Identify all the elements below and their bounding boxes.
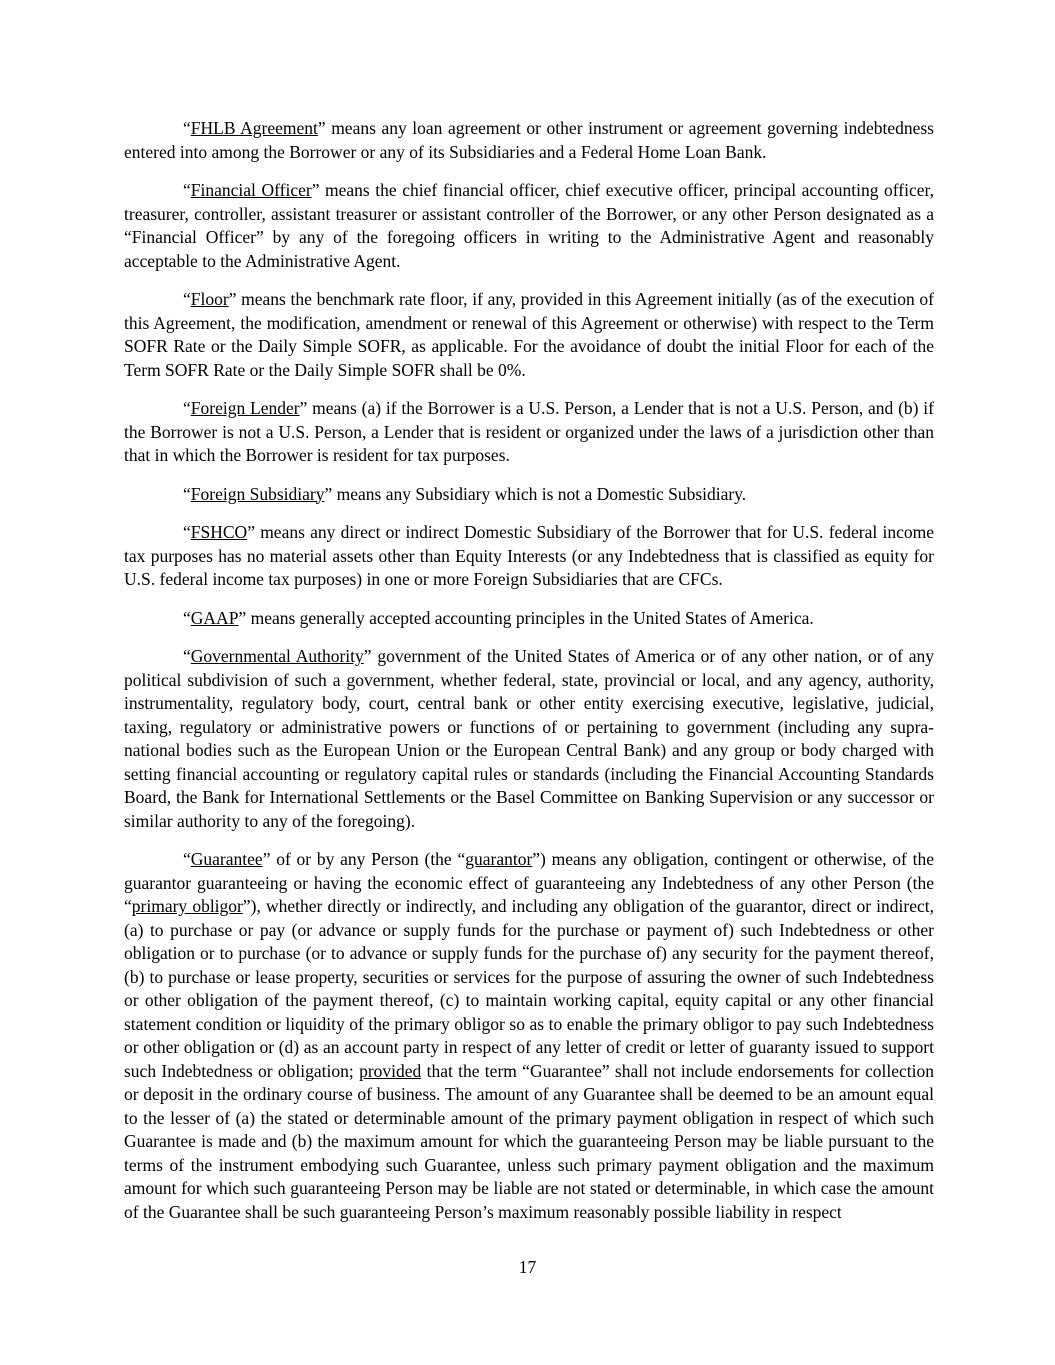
defined-term: Financial Officer bbox=[190, 180, 312, 200]
defined-term: primary obligor bbox=[131, 896, 243, 916]
paragraph: “Governmental Authority” government of the United States of America or of any other nation, or of any political subdivision of such a government, whether federal, state, provincial or local, and any agency, authority, instrumentality, regulatory body, court, central bank or other entity exercising executive, legislative, judicial, taxing, regulatory or administrative powers or functions of or pertaining to government (including any supra-national bodies such as the European Union or the European Central Bank) and any group or body charged with setting financial accounting or regulatory capital rules or standards (including the Financial Accounting Standards Board, the Bank for International Settlements or the Basel Committee on Banking Supervision or any successor or similar authority to any of the foregoing). bbox=[124, 646, 934, 831]
defined-term: Governmental Authority bbox=[190, 646, 364, 666]
paragraph: “Foreign Subsidiary” means any Subsidiary which is not a Domestic Subsidiary. bbox=[183, 483, 747, 504]
defined-term: Guarantee bbox=[190, 849, 263, 869]
paragraph: “Guarantee” of or by any Person (the “guarantor”) means any obligation, contingent or otherwise, of the guarantor guaranteeing or having the economic effect of guaranteeing any Indebtedness of any other Person (the “primary obligor”), whether directly or indirectly, and including any obligation of the guarantor, direct or indirect, (a) to purchase or pay (or advance or supply funds for the purchase or payment of) such Indebtedness or other obligation or to purchase (or to advance or supply funds for the purchase of) any security for the payment thereof, (b) to purchase or lease property, securities or services for the purpose of assuring the owner of such Indebtedness or other obligation of the payment thereof, (c) to maintain working capital, equity capital or any other financial statement condition or liquidity of the primary obligor so as to enable the primary obligor to pay such Indebtedness or other obligation or (d) as an account party in respect of any letter of credit or letter of guaranty issued to support such Indebtedness or obligation; provided that the term “Guarantee” shall not include endorsements for collection or deposit in the ordinary course of business. The amount of any Guarantee shall be deemed to be an amount equal to the lesser of (a) the stated or determinable amount of the primary payment obligation in respect of which such Guarantee is made and (b) the maximum amount for which the guaranteeing Person may be liable pursuant to the terms of the instrument embodying such Guarantee, unless such primary payment obligation and the maximum amount for which such guaranteeing Person may be liable are not stated or determinable, in which case the amount of the Guarantee shall be such guaranteeing Person’s maximum reasonably possible liability in respect bbox=[124, 849, 934, 1222]
defined-term: FHLB Agreement bbox=[190, 118, 318, 138]
paragraph: “FHLB Agreement” means any loan agreement or other instrument or agreement governing indebtedness entered into among the Borrower or any of its Subsidiaries and a Federal Home Loan Bank. bbox=[124, 118, 934, 162]
defined-term: Floor bbox=[190, 289, 229, 309]
defined-term: Foreign Subsidiary bbox=[190, 483, 325, 504]
paragraph: “Financial Officer” means the chief financial officer, chief executive officer, principal accounting officer, treasurer, controller, assistant treasurer or assistant controller of the Borrower, or any other Person designated as a “Financial Officer” by any of the foregoing officers in writing to the Administrative Agent and reasonably acceptable to the Administrative Agent. bbox=[124, 180, 935, 271]
paragraph: “GAAP” means generally accepted accounting principles in the United States of America. bbox=[183, 607, 814, 628]
defined-term: Foreign Lender bbox=[190, 398, 300, 418]
paragraph: “Foreign Lender” means (a) if the Borrower is a U.S. Person, a Lender that is not a U.S. Person, and (b) if the Borrower is not a U.S. Person, a Lender that is resident or organized under the laws of a jurisdiction other than that in which the Borrower is resident for tax purposes. bbox=[124, 398, 934, 465]
defined-term: guarantor bbox=[465, 849, 533, 869]
paragraph: “FSHCO” means any direct or indirect Domestic Subsidiary of the Borrower that for U.S. federal income tax purposes has no material assets other than Equity Interests (or any Indebtedness that is classified as equity for U.S. federal income tax purposes) in one or more Foreign Subsidiaries that are CFCs. bbox=[124, 522, 934, 589]
defined-term: GAAP bbox=[190, 607, 239, 628]
defined-term: FSHCO bbox=[190, 522, 248, 542]
defined-term: provided bbox=[359, 1060, 422, 1081]
paragraph: “Floor” means the benchmark rate floor, if any, provided in this Agreement initially (as of the execution of this Agreement, the modification, amendment or renewal of this Agreement or otherwise) with respect to the Term SOFR Rate or the Daily Simple SOFR, as applicable. For the avoidance of doubt the initial Floor for each of the Term SOFR Rate or the Daily Simple SOFR shall be 0%. bbox=[124, 289, 934, 380]
page-number: 17 bbox=[518, 1257, 537, 1277]
document-body bbox=[124, 117, 934, 1239]
